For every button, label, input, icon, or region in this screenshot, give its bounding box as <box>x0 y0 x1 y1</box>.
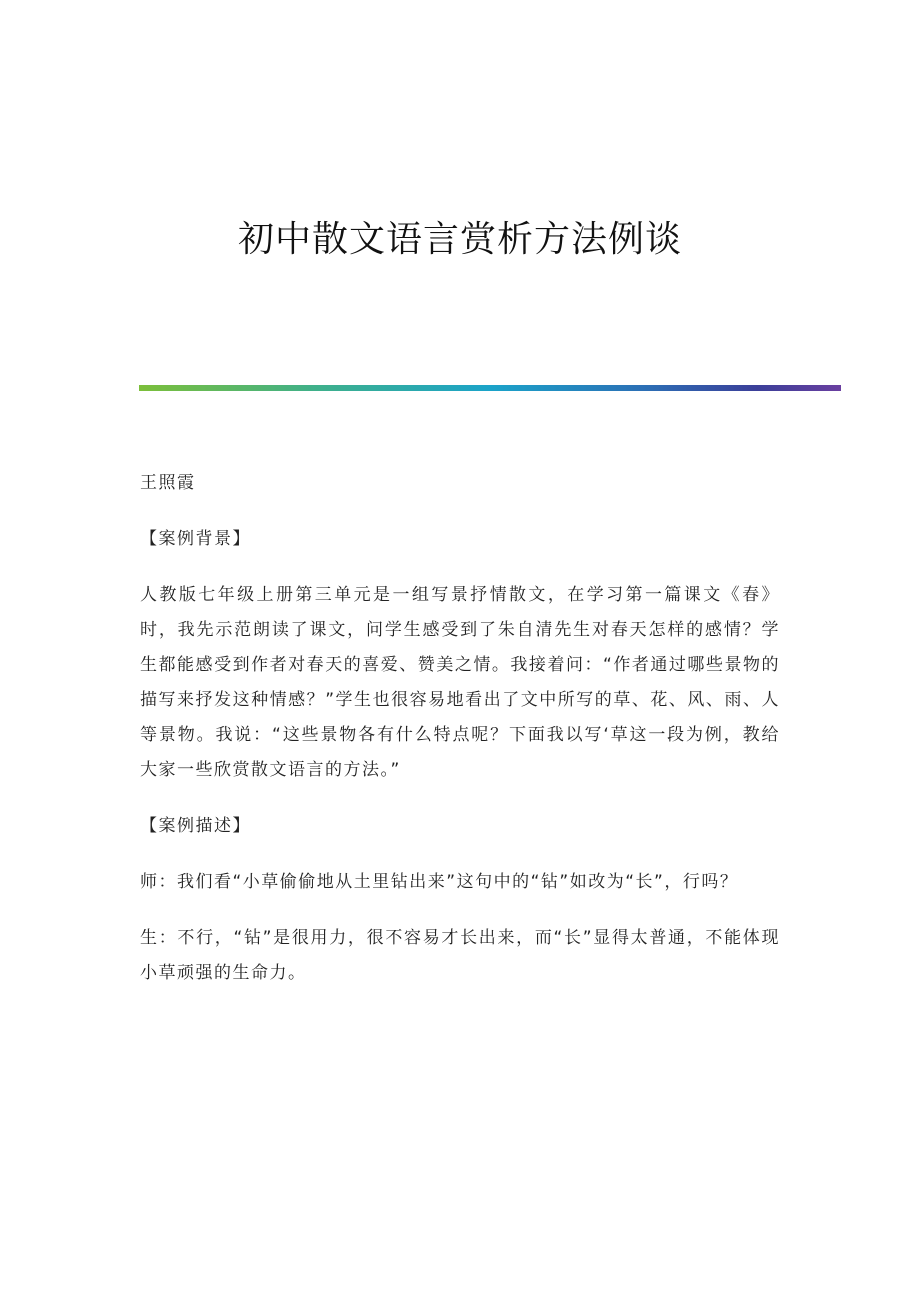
paragraph-student: 生：不行，“钻”是很用力，很不容易才长出来，而“长”显得太普通，不能体现小草顽强的生命力。 <box>140 928 780 983</box>
paragraph-background: 人教版七年级上册第三单元是一组写景抒情散文，在学习第一篇课文《春》时，我先示范朗读了课文，问学生感受到了朱自清先生对春天怎样的感情？学生都能感受到作者对春天的喜爱、赞美之情。我接着问：“作者通过哪些景物的描写来抒发这种情感？”学生也很容易地看出了文中所写的草、花、风、雨、人等景物。我说：“这些景物各有什么特点呢？下面我以写‘草这一段为例，教给大家一些欣赏散文语言的方法。” <box>140 585 780 780</box>
section-heading-background: 【案例背景】 <box>140 529 251 549</box>
document-title: 初中散文语言赏析方法例谈 <box>237 219 682 260</box>
document-body <box>140 466 780 1012</box>
section-heading-description: 【案例描述】 <box>140 816 251 836</box>
paragraph-teacher: 师：我们看“小草偷偷地从土里钻出来”这句中的“钻”如改为“长”，行吗？ <box>140 872 739 892</box>
gradient-divider <box>139 385 841 391</box>
author-name: 王照霞 <box>140 473 196 493</box>
